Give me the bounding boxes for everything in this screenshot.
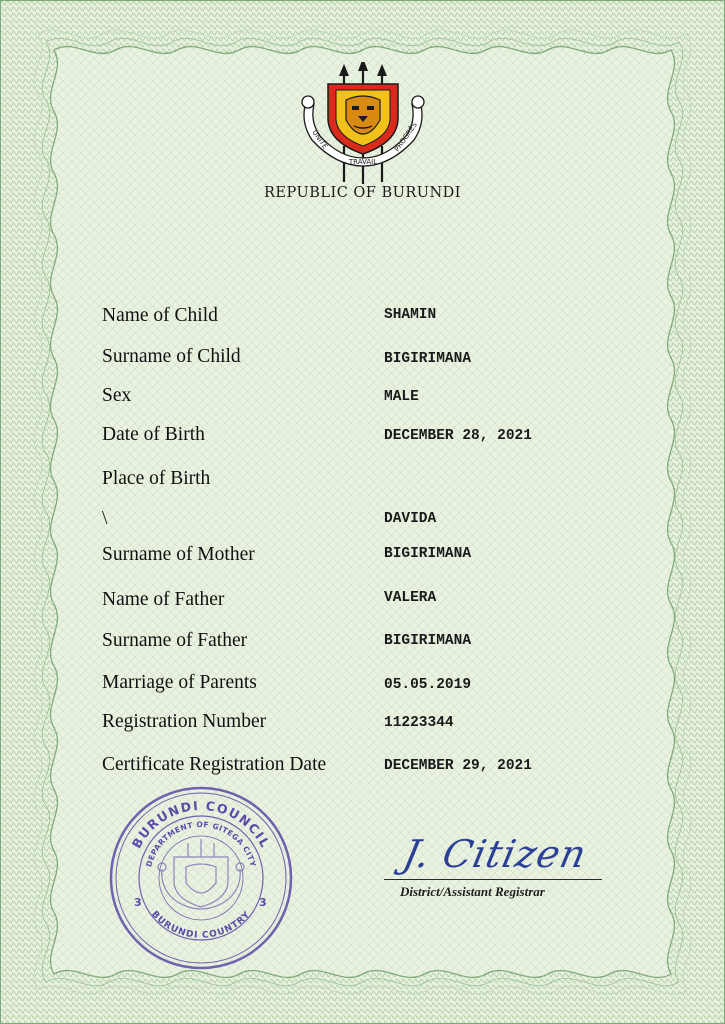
value-marriage-of-parents: 05.05.2019 xyxy=(384,677,472,693)
value-date-of-birth: DECEMBER 28, 2021 xyxy=(384,428,532,444)
svg-text:3: 3 xyxy=(259,896,267,909)
svg-text:DEPARTMENT OF GITEGA CITY: DEPARTMENT OF GITEGA CITY xyxy=(144,819,258,868)
svg-text:PROGRÈS: PROGRÈS xyxy=(393,120,419,154)
label-surname-of-mother: Surname of Mother xyxy=(102,544,255,565)
value-sex: MALE xyxy=(384,389,419,405)
label-sex: Sex xyxy=(102,385,132,406)
seal-emblem-icon xyxy=(158,839,244,909)
official-seal-stamp xyxy=(108,785,294,971)
svg-text:3: 3 xyxy=(134,896,142,909)
svg-text:BURUNDI COUNCIL: BURUNDI COUNCIL xyxy=(128,797,274,851)
registrar-signature: J. Citizen xyxy=(399,832,591,876)
value-certificate-registration-date: DECEMBER 29, 2021 xyxy=(384,758,532,774)
value-name-of-child: SHAMIN xyxy=(384,307,437,323)
value-registration-number: 11223344 xyxy=(384,715,454,731)
label-marriage-of-parents: Marriage of Parents xyxy=(102,672,257,693)
label-registration-number: Registration Number xyxy=(102,711,267,732)
signature-line xyxy=(384,879,602,880)
value-name-of-mother: DAVIDA xyxy=(384,511,437,527)
value-name-of-father: VALERA xyxy=(384,590,437,606)
value-surname-of-mother: BIGIRIMANA xyxy=(384,546,472,562)
label-date-of-birth: Date of Birth xyxy=(102,424,205,445)
label-certificate-registration-date: Certificate Registration Date xyxy=(102,754,327,775)
registrar-title: District/Assistant Registrar xyxy=(400,884,545,899)
svg-text:UNITÉ: UNITÉ xyxy=(310,128,330,151)
label-surname-of-child: Surname of Child xyxy=(102,346,241,367)
label-place-of-birth: Place of Birth xyxy=(102,468,211,489)
label-name-of-child: Name of Child xyxy=(102,305,218,326)
coat-of-arms-emblem xyxy=(298,62,428,186)
value-surname-of-child: BIGIRIMANA xyxy=(384,351,472,367)
label-name-of-mother: \ xyxy=(102,508,108,529)
country-title: REPUBLIC OF BURUNDI xyxy=(263,185,462,201)
svg-text:BURUNDI COUNTRY: BURUNDI COUNTRY xyxy=(149,909,253,941)
value-surname-of-father: BIGIRIMANA xyxy=(384,633,472,649)
svg-text:TRAVAIL: TRAVAIL xyxy=(348,158,378,166)
label-name-of-father: Name of Father xyxy=(102,589,225,610)
label-surname-of-father: Surname of Father xyxy=(102,630,248,651)
